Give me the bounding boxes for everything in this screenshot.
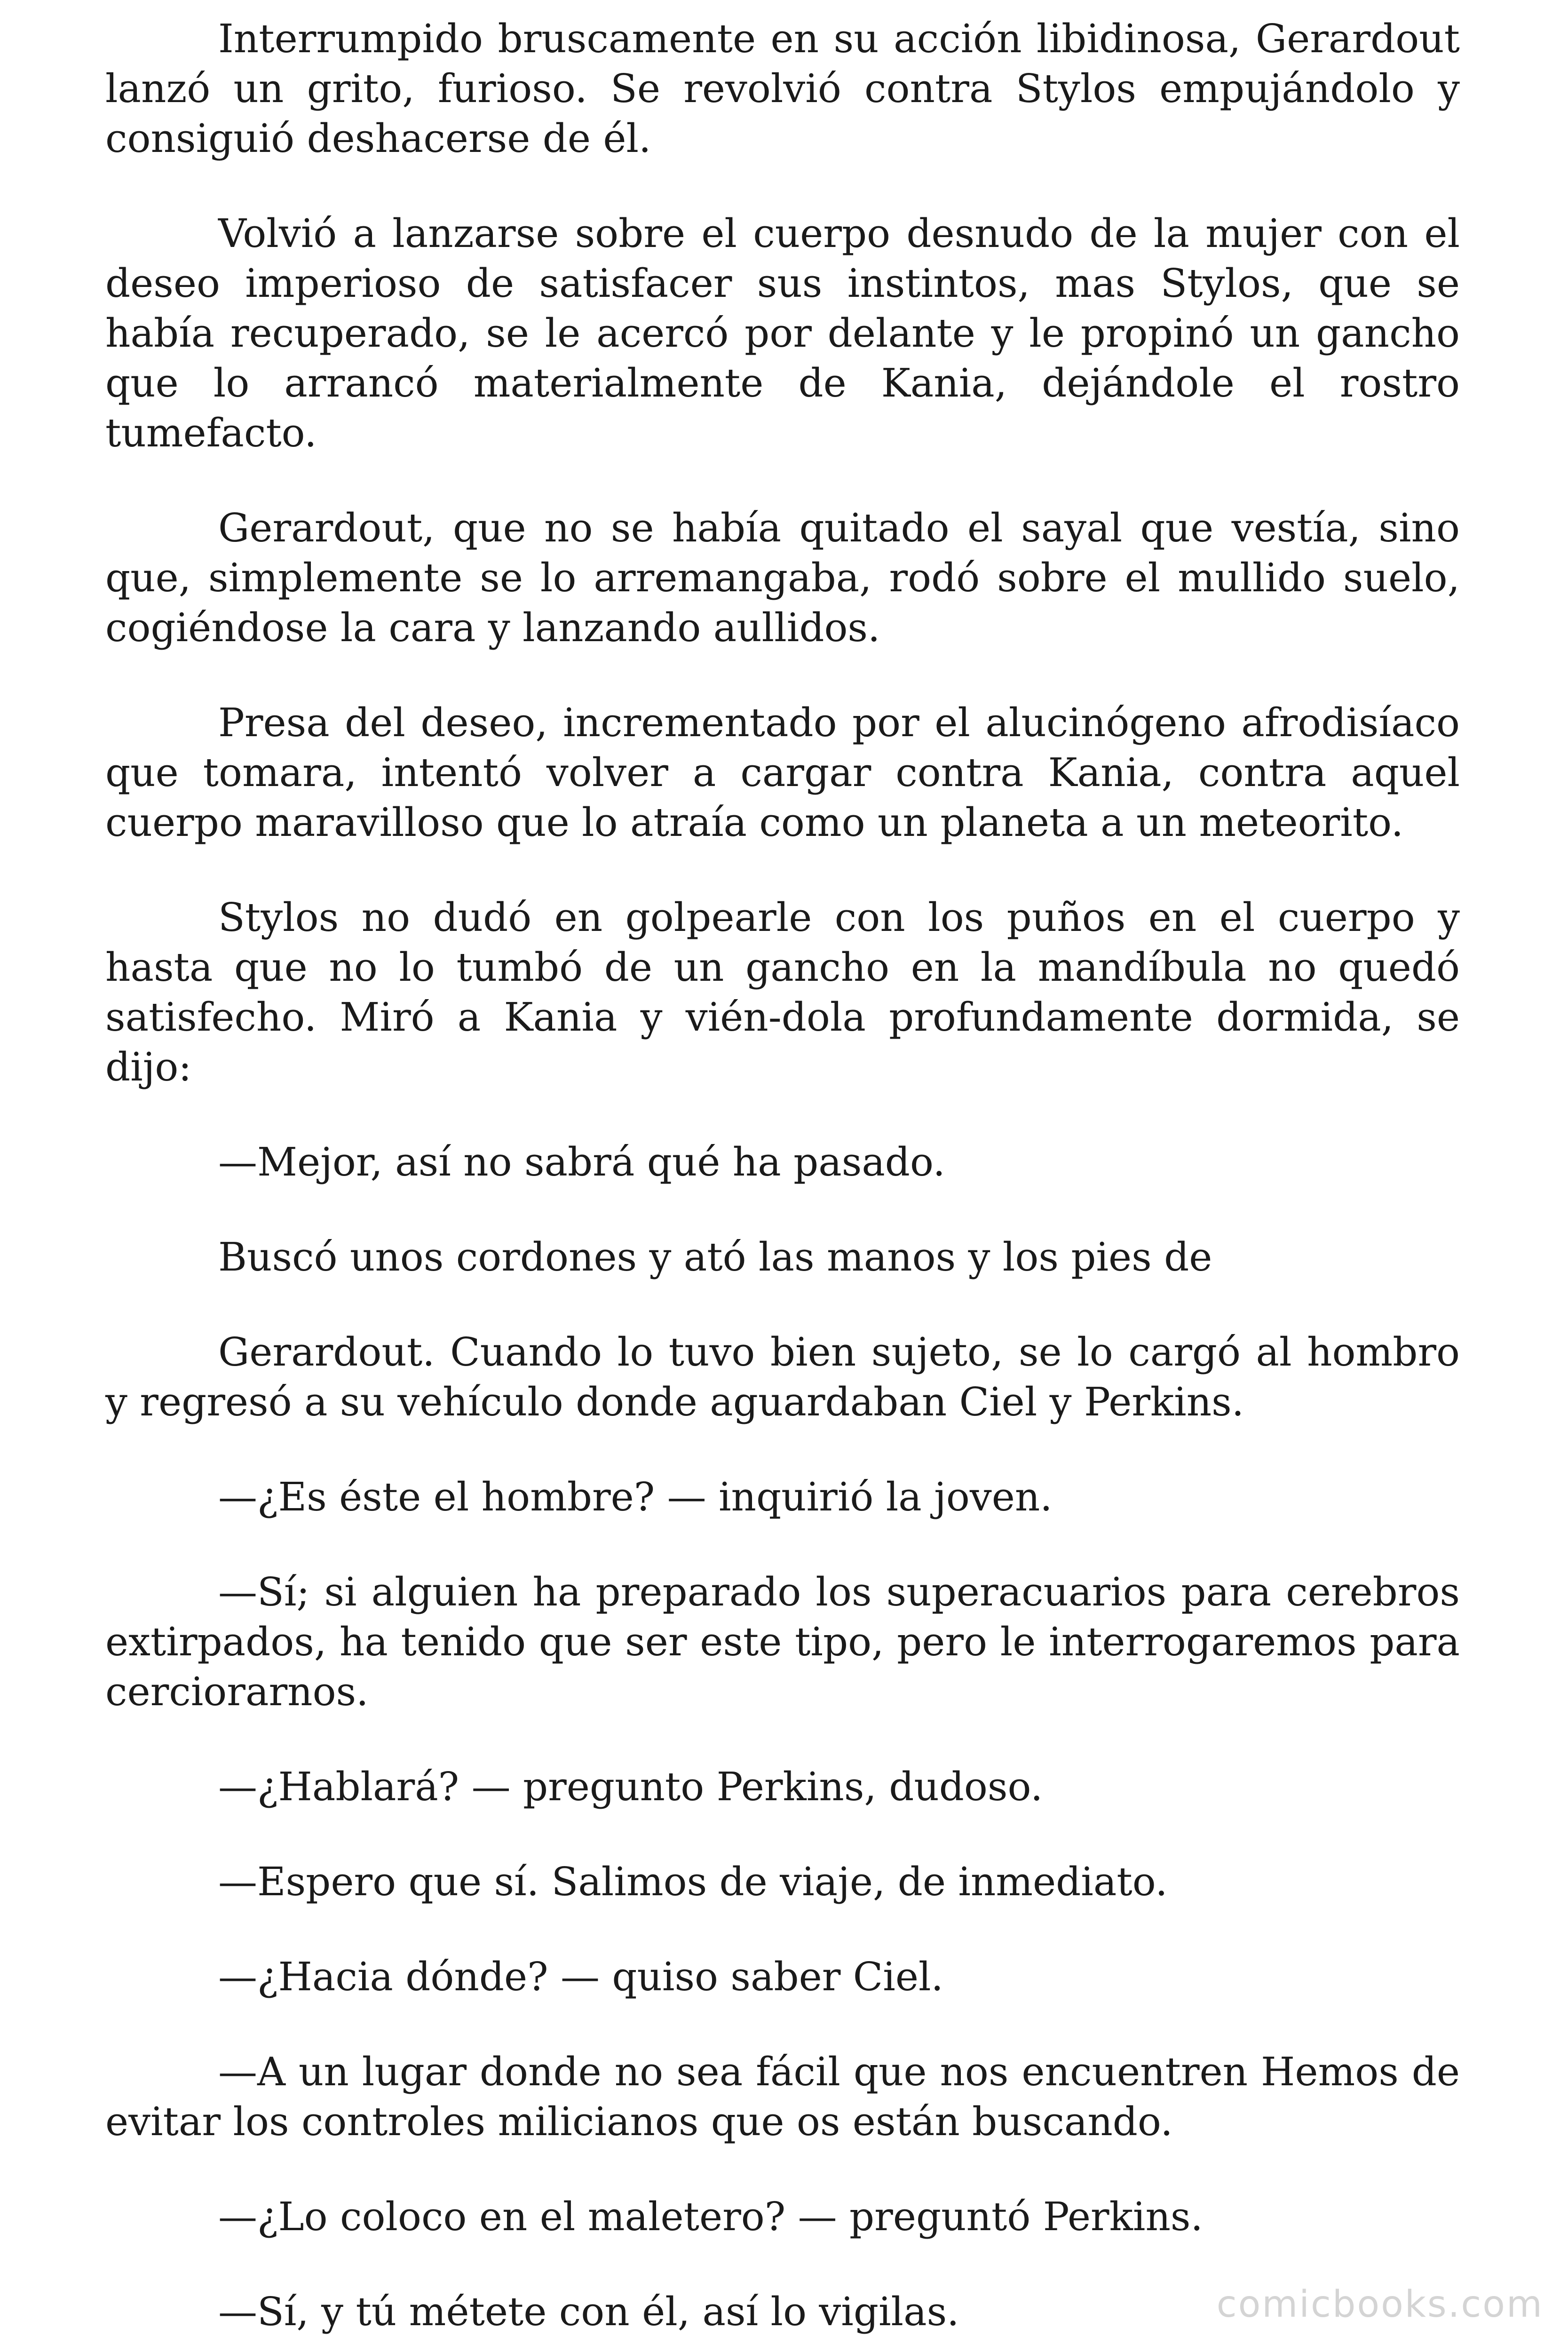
paragraph: —Sí, y tú métete con él, así lo vigilas. xyxy=(218,2289,959,2335)
paragraph: —¿Lo coloco en el maletero? — preguntó Perkins. xyxy=(218,2194,1203,2240)
paragraph: —Sí; si alguien ha preparado los superacuarios para cerebros extirpados, ha tenido que ser este tipo, pero le interrogaremos para cerciorarnos. xyxy=(105,1569,1460,1715)
paragraph: —¿Es éste el hombre? — inquirió la joven. xyxy=(218,1474,1053,1520)
paragraph: Interrumpido bruscamente en su acción libidinosa, Gerardout lanzó un grito, furioso. Se revolvió contra Stylos empujándolo y consiguió deshacerse de él. xyxy=(105,16,1460,161)
paragraph: Stylos no dudó en golpearle con los puños en el cuerpo y hasta que no lo tumbó de un gancho en la mandíbula no quedó satisfecho. Miró a Kania y vién-dola profundamente dormida, se dijo: xyxy=(105,895,1460,1090)
paragraph: Buscó unos cordones y ató las manos y los pies de xyxy=(218,1234,1212,1280)
paragraph: Gerardout. Cuando lo tuvo bien sujeto, se lo cargó al hombro y regresó a su vehículo donde aguardaban Ciel y Perkins. xyxy=(105,1329,1460,1425)
paragraph: Presa del deseo, incrementado por el alucinógeno afrodisíaco que tomara, intentó volver a cargar contra Kania, contra aquel cuerpo maravilloso que lo atraía como un planeta a un meteorito. xyxy=(105,700,1460,845)
paragraph: —¿Hablará? — pregunto Perkins, dudoso. xyxy=(218,1764,1043,1810)
watermark: comicbooks.com xyxy=(1216,2283,1544,2326)
paragraph: —Mejor, así no sabrá qué ha pasado. xyxy=(218,1139,945,1185)
paragraph: —Espero que sí. Salimos de viaje, de inmediato. xyxy=(218,1859,1168,1905)
paragraph: Volvió a lanzarse sobre el cuerpo desnudo de la mujer con el deseo imperioso de satisfacer sus instintos, mas Stylos, que se había recuperado, se le acercó por delante y le propinó un gancho que lo arrancó materialmente de Kania, dejándole el rostro tumefacto. xyxy=(105,211,1460,456)
page-text-body xyxy=(105,14,1460,2352)
paragraph: —A un lugar donde no sea fácil que nos encuentren Hemos de evitar los controles milicianos que os están buscando. xyxy=(105,2049,1460,2145)
paragraph: —¿Hacia dónde? — quiso saber Ciel. xyxy=(218,1954,943,2000)
paragraph: Gerardout, que no se había quitado el sayal que vestía, sino que, simplemente se lo arremangaba, rodó sobre el mullido suelo, cogiéndose la cara y lanzando aullidos. xyxy=(105,505,1460,651)
